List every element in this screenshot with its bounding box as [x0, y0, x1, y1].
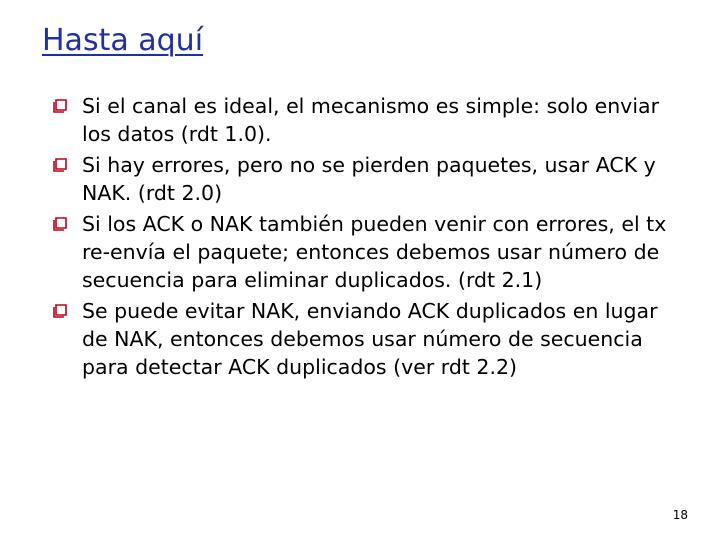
- bullet-text: Si los ACK o NAK también pueden venir con errores, el tx re-envía el paquete; entonces debemos usar número de secuencia para eliminar duplicados. (rdt 2.1): [82, 212, 667, 292]
- square-bullet-icon: [52, 216, 68, 232]
- square-bullet-icon: [52, 98, 68, 114]
- bullet-list: [52, 92, 672, 384]
- bullet-text: Si el canal es ideal, el mecanismo es simple: solo enviar los datos (rdt 1.0).: [82, 94, 660, 146]
- slide-title: Hasta aquí: [42, 23, 204, 58]
- page-number: 18: [672, 508, 688, 522]
- square-bullet-icon: [52, 303, 68, 319]
- bullet-item: [52, 151, 672, 207]
- square-bullet-icon: [52, 157, 68, 173]
- bullet-item: [52, 297, 672, 381]
- bullet-text: Si hay errores, pero no se pierden paquetes, usar ACK y NAK. (rdt 2.0): [82, 153, 656, 205]
- bullet-text: Se puede evitar NAK, enviando ACK duplicados en lugar de NAK, entonces debemos usar número de secuencia para detectar ACK duplicados (ver rdt 2.2): [82, 299, 658, 379]
- bullet-item: [52, 92, 672, 148]
- bullet-item: [52, 210, 672, 294]
